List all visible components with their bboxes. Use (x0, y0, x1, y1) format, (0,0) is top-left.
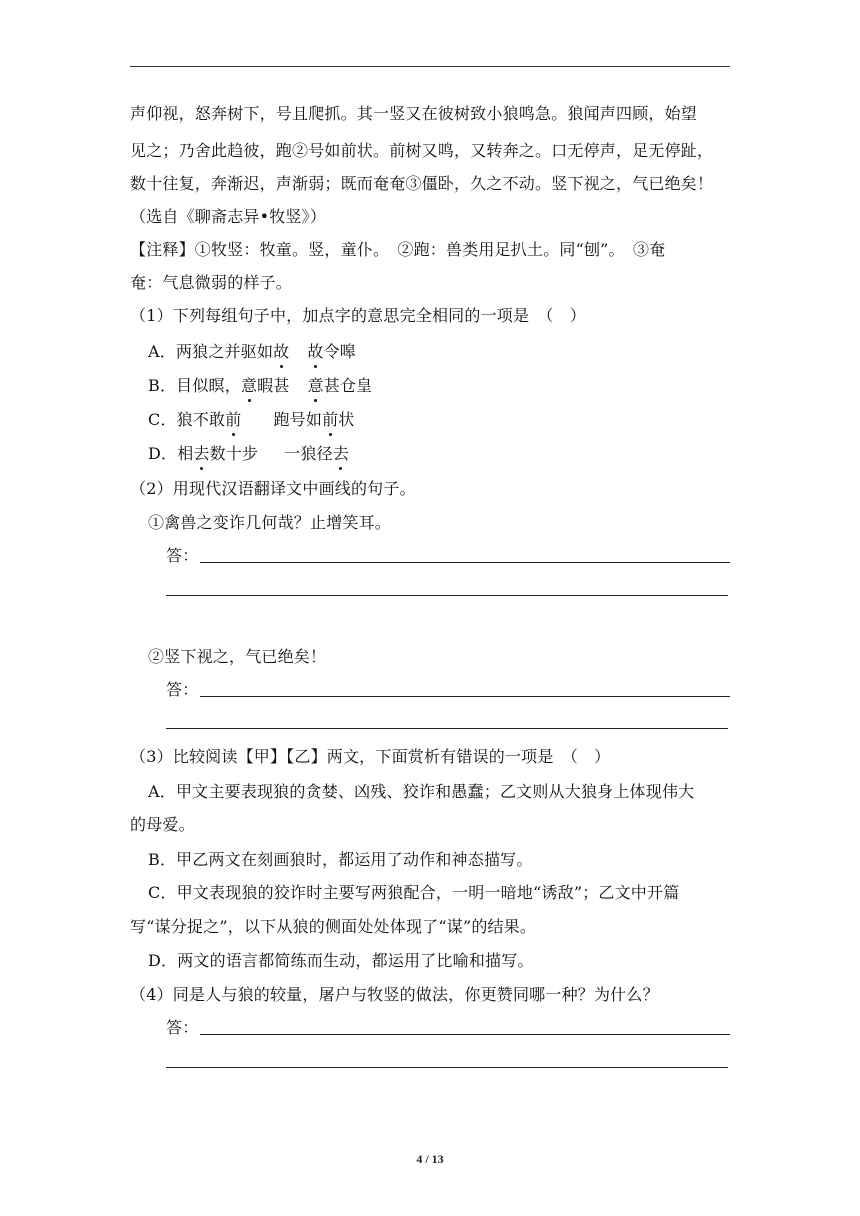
q4-answer-line-a[interactable] (200, 1034, 730, 1035)
q1-b-pre: B．目似瞑， (148, 376, 241, 395)
q1-option-a (148, 342, 356, 362)
q1-option-c (148, 410, 354, 430)
passage-line-2: 见之；乃舍此趋彼，跑②号如前状。前树又鸣，又转奔之。口无停声，足无停趾， (130, 141, 714, 160)
q1-d-dotted-char-2: 去 (332, 444, 350, 463)
q1-stem: （1）下列每组句子中，加点字的意思完全相同的一项是 （ ） (130, 306, 586, 325)
passage-line-3: 数十往复，奔渐迟，声渐弱；既而奄奄③僵卧，久之不动。竖下视之，气已绝矣！ (130, 174, 714, 193)
q1-option-d (148, 444, 349, 464)
q2-answer-line-2b[interactable] (166, 728, 728, 729)
q1-b-dotted-char-2: 意 (307, 376, 324, 395)
q2-answer-line-1b[interactable] (166, 595, 728, 596)
q1-a-pre: A．两狼之并驱如 (148, 342, 274, 361)
q2-sentence-1: ①禽兽之变诈几何哉？止增笑耳。 (148, 513, 392, 532)
q3-option-d: D．两文的语言都简练而生动，都运用了比喻和描写。 (148, 951, 534, 970)
q1-d-pre2: 一狼径 (284, 444, 333, 463)
q3-option-c-line-2: 写“谋分捉之”，以下从狼的侧面处处体现了“谋”的结果。 (130, 917, 537, 936)
q3-option-a-line-1: A．甲文主要表现狼的贪婪、凶残、狡诈和愚蠢；乙文则从大狼身上体现伟大 (148, 782, 695, 801)
q1-b-dotted-char: 意 (240, 376, 258, 395)
q1-c-pre2: 跑号如 (273, 410, 323, 429)
q1-a-dotted-char: 故 (273, 342, 290, 361)
q2-sentence-2: ②竖下视之，气已绝矣！ (148, 647, 327, 666)
q2-answer-line-1a[interactable] (200, 562, 730, 563)
q2-answer-line-2a[interactable] (200, 696, 730, 697)
q2-stem: （2）用现代汉语翻译文中画线的句子。 (130, 479, 416, 498)
notes-line-1: 【注释】①牧竖：牧童。竖，童仆。 ②跑：兽类用足扒土。同“刨”。 ③奄 (130, 240, 666, 259)
q1-c-pre: C．狼不敢 (148, 410, 226, 429)
page-number: 4 / 13 (416, 1152, 444, 1166)
q1-d-mid: 数十步 (209, 444, 259, 463)
q3-option-b: B．甲乙两文在刻画狼时，都运用了动作和神态描写。 (148, 850, 533, 869)
q1-b-mid: 暇甚 (257, 376, 290, 395)
q4-answer-label: 答： (166, 1018, 199, 1037)
q2-answer-label-1: 答： (166, 546, 199, 565)
q1-d-pre: D．相 (148, 444, 194, 463)
q1-d-dotted-char: 去 (193, 444, 210, 463)
q1-c-post: 状 (338, 410, 355, 429)
q2-answer-label-2: 答： (166, 680, 199, 699)
q1-a-post: 令嗥 (323, 342, 356, 361)
passage-source: （选自《聊斋志异•牧竖》） (130, 207, 327, 226)
q1-option-b (148, 376, 372, 396)
q3-option-a-line-2: 的母爱。 (130, 815, 195, 834)
passage-line-1: 声仰视，怒奔树下，号且爬抓。其一竖又在彼树致小狼鸣急。狼闻声四顾，始望 (130, 104, 698, 123)
q1-b-post: 甚仓皇 (323, 376, 373, 395)
q4-answer-line-b[interactable] (166, 1067, 728, 1068)
header-rule (130, 66, 730, 67)
notes-line-2: 奄：气息微弱的样子。 (130, 273, 293, 292)
q1-c-dotted-char: 前 (225, 410, 242, 429)
q4-stem: （4）同是人与狼的较量，屠户与牧竖的做法，你更赞同哪一种？为什么？ (130, 985, 659, 1004)
q3-stem: （3）比较阅读【甲】【乙】两文，下面赏析有错误的一项是 （ ） (130, 747, 611, 766)
q3-option-c-line-1: C．甲文表现狼的狡诈时主要写两狼配合，一明一暗地“诱敌”；乙文中开篇 (148, 883, 680, 902)
q1-c-dotted-char-2: 前 (322, 410, 339, 429)
q1-a-dotted-char-2: 故 (307, 342, 324, 361)
